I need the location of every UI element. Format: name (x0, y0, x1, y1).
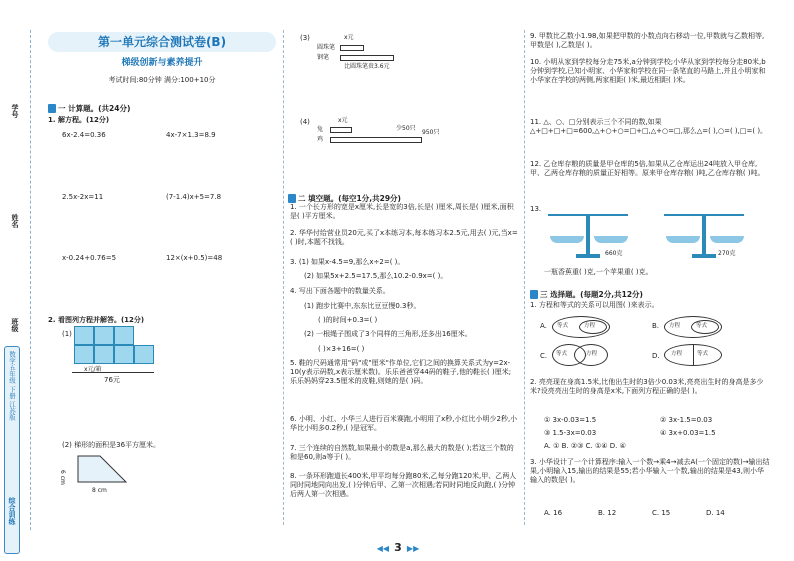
venn-c-fc: 方程 (586, 351, 598, 357)
book-text: 数学五年级 下册 江苏版 (8, 351, 16, 421)
q2-part2: (2) 梯形的面积是36平方厘米。 (62, 441, 161, 449)
fill-q11: 11. △、○、□分别表示三个不同的数,如果△+□+□+□=600,△+○+○=□+□,△+○=□,那么△=( ),○=( ),□=( )。 (530, 118, 768, 135)
equation: 2.5x-2x=11 (62, 193, 104, 201)
student-no-label: 学号 (11, 104, 19, 118)
scale-pan (710, 236, 744, 243)
page-number: 3 (394, 541, 402, 554)
fill-q5: 5. 鞋的尺码通常用"码"或"厘米"作单位,它们之间的换算关系式为y=2x-10(y表示码数,x表示厘米数)。乐乐爸爸穿44码的鞋子,他的鞋长( )厘米;乐乐妈妈穿23.5厘米的皮鞋,则她的是( )码。 (290, 359, 512, 385)
choice-q1: 1. 方程和等式的关系可以用图( )来表示。 (530, 301, 659, 309)
venn-b (664, 316, 722, 338)
scale-pan (550, 236, 584, 243)
trapezoid-shape (78, 456, 126, 482)
fill-q4: 4. 写出下面各题中的数量关系。 (290, 287, 390, 295)
section-1-header (48, 98, 131, 113)
venn-a (552, 316, 610, 338)
choice-q3-d: D. 14 (706, 509, 725, 517)
venn-d (664, 344, 722, 366)
column-divider-2 (524, 30, 525, 525)
q4-diagram-label: (4) (300, 118, 310, 126)
equation: x-0.24+0.76=5 (62, 254, 117, 262)
next-arrow-icon: ▶▶ (406, 544, 420, 553)
trapezoid-base: 8 cm (92, 487, 107, 494)
binding-dashed-line (30, 30, 31, 530)
section-3-header (530, 284, 643, 299)
choice-q3-c: C. 15 (652, 509, 671, 517)
q4-note: 少50只 (396, 125, 416, 132)
fill-q13: 13. (530, 205, 542, 213)
chicken-bar (330, 137, 422, 143)
q4-total: 950只 (422, 129, 440, 136)
name-label: 姓名 (11, 214, 19, 228)
fill-q9: 9. 甲数比乙数小1.98,如果把甲数的小数点向右移动一位,甲数就与乙数相等,甲数是( ),乙数是( )。 (530, 32, 765, 49)
rabbit-row-label: 兔 (317, 126, 324, 133)
page-footer (370, 536, 426, 554)
rabbit-bar (330, 127, 352, 133)
trapezoid-height: 6 cm (59, 470, 66, 485)
section-2-label: 二 填空题。(每空1分,共29分) (298, 194, 401, 203)
section-icon (530, 290, 538, 299)
q1-label: 1. 解方程。(12分) (48, 116, 110, 124)
class-label: 班级 (11, 318, 19, 332)
fill-q4b-relation: ( )×3+16=( ) (318, 345, 365, 353)
box-icon (94, 345, 114, 364)
scale-pillar (702, 214, 706, 256)
choice-q3-a: A. 16 (544, 509, 563, 517)
section-3-label: 三 选择题。(每题2分,共12分) (540, 290, 643, 299)
choice-q2-opt1: ① 3x-0.03=1.5 (544, 416, 597, 424)
venn-d-divider (693, 345, 694, 365)
price-per-box: x元/箱 (84, 366, 102, 373)
equation: 12×(x+0.5)=48 (166, 254, 223, 262)
fountain-pen-bar (340, 55, 394, 61)
fill-q1: 1. 一个长方形的宽是x厘米,长是宽的3倍,长是( )厘米,周长是( )厘米,面积是( )平方厘米。 (290, 203, 514, 220)
section-icon (48, 104, 56, 113)
fill-q12: 12. 乙仓库存粮的质量是甲仓库的5倍,如果从乙仓库运出24吨放入甲仓库,甲、乙两仓库存粮的质量正好相等。原来甲仓库存粮( )吨,乙仓库存粮( )吨。 (530, 160, 765, 177)
pen-row-label: 圆珠笔 (317, 44, 336, 51)
q3-note: 比圆珠笔贵3.6元 (344, 63, 390, 70)
venn-a-eq: 等式 (557, 323, 569, 329)
venn-a-fc: 方程 (584, 323, 596, 329)
option-a-label: A. (540, 322, 547, 330)
box-icon (94, 326, 114, 345)
venn-d-eq: 等式 (697, 351, 709, 357)
section-1-label: 一 计算题。(共24分) (58, 104, 131, 113)
test-subtitle: 梯级创新与素养提升 (121, 58, 203, 68)
pen-bar (340, 45, 364, 51)
fill-q10: 10. 小明从家到学校每分走75米,a分钟到学校;小华从家到学校每分走80米,b分钟到学校,已知小明家、小华家和学校在同一条笔直的马路上,并且小明家和小华家在学校的两侧,两家相距( )米,最近相距( )米。 (530, 58, 766, 84)
q3-x-label: x元 (344, 34, 354, 41)
scale-base (576, 254, 600, 258)
choice-q2-answers: A. ① B. ②③ C. ①④ D. ④ (544, 442, 626, 450)
q4-x-label: x元 (338, 117, 348, 124)
q3-diagram-label: (3) (300, 34, 310, 42)
test-title: 第一单元综合测试卷(B) (48, 32, 276, 52)
equation: 4x-7×1.3=8.9 (166, 131, 216, 139)
choice-q3-b: B. 12 (598, 509, 617, 517)
column-divider-1 (283, 30, 284, 525)
choice-q2: 2. 亮亮现在身高1.5米,比他出生时的3倍少0.03米,亮亮出生时的身高是多少米?设亮亮出生时的身高是x米,下面列方程正确的是( )。 (530, 378, 764, 395)
q2-label: 2. 看图列方程并解答。(12分) (48, 316, 145, 324)
option-d-label: D. (652, 352, 660, 360)
weight-label-2: 270克 (718, 250, 736, 257)
fill-q7: 7. 三个连续的自然数,如果最小的数是a,那么最大的数是( );若这三个数的和是60,则a等于( )。 (290, 444, 514, 461)
scale-pan (594, 236, 628, 243)
prev-arrow-icon: ◀◀ (376, 544, 390, 553)
choice-q2-opt3: ③ 1.5-3x=0.03 (544, 429, 597, 437)
scale-pillar (586, 214, 590, 256)
scale-base (692, 254, 716, 258)
brand-badge (4, 346, 20, 554)
venn-d-fc: 方程 (671, 351, 683, 357)
venn-b-eq: 等式 (696, 323, 708, 329)
section-icon (288, 194, 296, 203)
box-icon (134, 345, 154, 364)
venn-b-fc: 方程 (669, 323, 681, 329)
fill-q3b: (2) 如果5x+2.5=17.5,那么10.2-0.9x=( )。 (304, 272, 448, 280)
venn-c (552, 344, 608, 364)
fill-q6: 6. 小明、小红、小华三人进行百米赛跑,小明用了x秒,小红比小明少2秒,小华比小明多0.2秒,( )是冠军。 (290, 415, 518, 432)
option-c-label: C. (540, 352, 548, 360)
fill-q4a: (1) 跑步比赛中,东东比豆豆慢0.3秒。 (304, 302, 421, 310)
fill-q13-answer: 一瓶香蕉重( )克,一个苹果重( )克。 (544, 268, 653, 276)
q2-part1: (1) (62, 330, 72, 338)
fill-q2: 2. 华华付给营业员20元,买了x本练习本,每本练习本2.5元,用去( )元,当x=( )时,本题不找钱。 (290, 229, 518, 246)
total-price: 76元 (104, 376, 120, 384)
binding-strip (0, 0, 40, 561)
equation: 6x-2.4=0.36 (62, 131, 106, 139)
choice-q2-opt4: ④ 3x+0.03=1.5 (660, 429, 716, 437)
scale-pan (666, 236, 700, 243)
exam-info: 考试时间:80分钟 满分:100+10分 (108, 76, 216, 84)
fill-q3a: 3. (1) 如果x-4.5=9,那么x÷2=( )。 (290, 258, 405, 266)
fill-q4a-relation: ( )的时间+0.3=( ) (318, 316, 378, 324)
box-icon (114, 326, 134, 345)
option-b-label: B. (652, 322, 660, 330)
box-icon (74, 326, 94, 345)
fill-q4b: (2) 一根绳子围成了3个同样的三角形,还多出16厘米。 (304, 330, 472, 338)
box-icon (74, 345, 94, 364)
venn-c-eq: 等式 (556, 351, 568, 357)
brand-text: 综合训练 (8, 497, 16, 525)
section-2-header (288, 188, 401, 203)
choice-q2-opt2: ② 3x-1.5=0.03 (660, 416, 713, 424)
choice-q3: 3. 小华设计了一个计算程序:输入一个数→乘4→减去A(一个固定的数)→输出结果,小明输入15,输出的结果是55;若小华输入一个数,输出的结果是43,则小华输入的数是( )。 (530, 458, 770, 484)
fountain-pen-row-label: 钢笔 (317, 54, 330, 61)
equation: (7-1.4)x+5=7.8 (166, 193, 222, 201)
chicken-row-label: 鸡 (317, 136, 324, 143)
weight-label-1: 660克 (605, 250, 623, 257)
fill-q8: 8. 一条环形跑道长400米,甲平均每分跑80米,乙每分跑120米,甲、乙两人同时同地同向出发,( )分钟后甲、乙第一次相遇;若同时同地反向跑,( )分钟后两人第一次相遇。 (290, 472, 517, 498)
box-icon (114, 345, 134, 364)
